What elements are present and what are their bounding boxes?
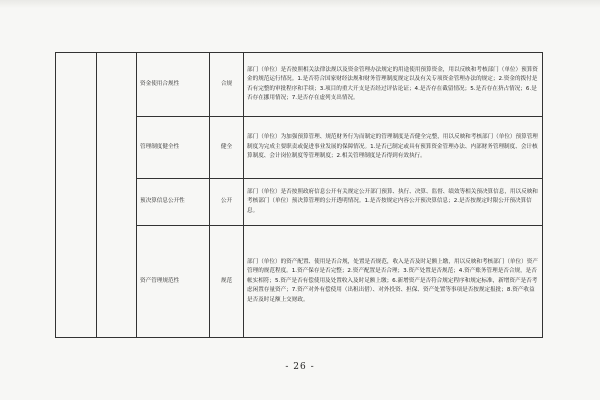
indicator-requirement: 合规 bbox=[210, 53, 244, 117]
indicator-name: 资金使用合规性 bbox=[137, 53, 210, 117]
table-row bbox=[56, 53, 543, 117]
description-text: 部门（单位）的资产配置、使用是否合规，处置是否规范，收入是否及时足额上缴，用以反映和考核部门（单位）资产管理的规范程度。1.资产保存是否完整；2.资产配置是否合理；3.资产处置是否规范；4.资产账务管理是否合规，是否帐实相符；5.资产是否有偿使用及处置收入及时足额上缴；6.新增资产是否符合规定程序和规定标准，新增资产是否考虑闲置存量资产；7.资产对外有偿使用（出租出借）、对外投资、担保、资产处置等事项是否按规定报批；8.资产收益是否及时足额上交财政。 bbox=[247, 258, 538, 303]
page-number: - 26 - bbox=[285, 362, 315, 372]
indicator-description bbox=[244, 226, 543, 338]
description-text: 部门（单位）为加强预算管理、规范财务行为而制定的管理制度是否健全完整，用以反映和考核部门（单位）预算管理制度为完成主要职责或促进事业发展的保障情况。1.是否已制定或具有预算资金管理办法、内部财务管理制度、会计核算制度、会计岗位制度等管理制度；2.相关管理制度是否得到有效执行。 bbox=[247, 134, 538, 160]
indicator-description bbox=[244, 179, 543, 226]
indicator-requirement: 规范 bbox=[210, 226, 244, 338]
indicator-description bbox=[244, 53, 543, 117]
indicator-requirement: 健全 bbox=[210, 117, 244, 179]
indicator-name: 资产管理规范性 bbox=[137, 226, 210, 338]
level1-cell bbox=[56, 53, 97, 338]
indicator-table bbox=[55, 52, 543, 338]
scan-shadow bbox=[0, 0, 600, 8]
description-text: 部门（单位）是否按照政府信息公开有关规定公开部门预算、执行、决算、监督、绩效等相关预决算信息，用以反映和考核部门（单位）预决算管理的公开透明情况。1.是否按规定内容公开预决算信息；2.是否按规定时限公开预决算信息。 bbox=[247, 188, 538, 214]
indicator-name: 预决算信息公开性 bbox=[137, 179, 210, 226]
indicator-name: 管理制度健全性 bbox=[137, 117, 210, 179]
level2-cell bbox=[97, 53, 137, 338]
indicator-requirement: 公开 bbox=[210, 179, 244, 226]
description-text: 部门（单位）是否按照相关法律法规以及资金管理办法规定的用途使用预算资金，用以反映和考核部门（单位）预算资金的规范运行情况。1.是否符合国家财经法规和财务管理制度规定以及有关专项资金管理办法的规定；2.资金的拨付是否有完整的审批程序和手续；3.项目的重大开支是否经过评估论证；4.是否存在截留情况；5.是否存在挤占情况；6.是否存在挪用情况；7.是否存在虚列支出情况。 bbox=[247, 66, 538, 101]
indicator-description bbox=[244, 117, 543, 179]
